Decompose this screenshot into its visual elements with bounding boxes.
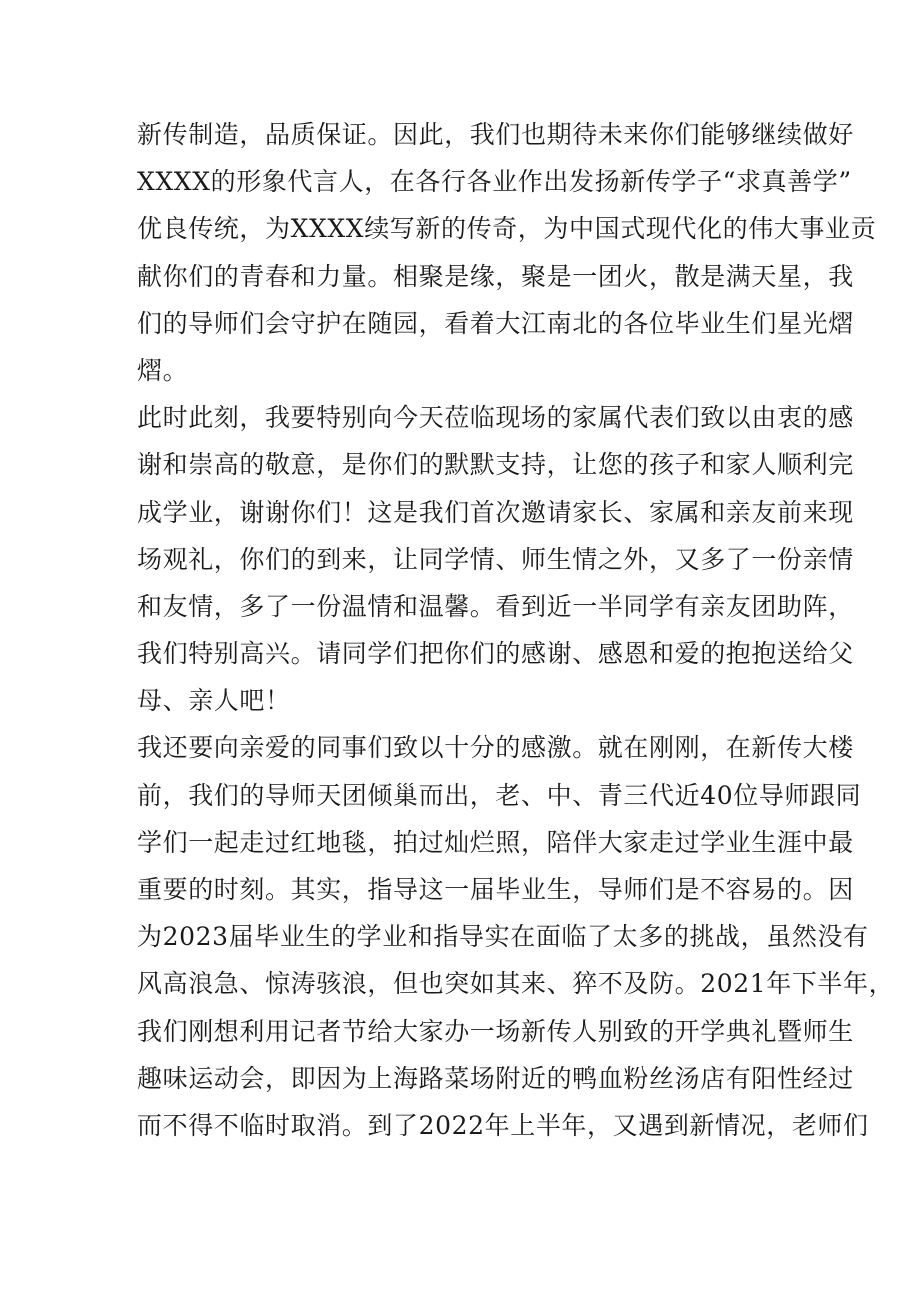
text-line: XXXX的形象代言人，在各行各业作出发扬新传学子“求真善学”: [137, 167, 852, 197]
text-line: 趣味运动会，即因为上海路菜场附近的鸭血粉丝汤店有阳性经过: [137, 1063, 854, 1093]
text-line: 场观礼，你们的到来，让同学情、师生情之外，又多了一份亲情: [137, 544, 854, 574]
text-line: 我们特别高兴。请同学们把你们的感谢、感恩和爱的抱抱送给父: [137, 639, 854, 669]
text-line: 熠。: [137, 355, 189, 385]
text-line: 谢和崇高的敬意，是你们的默默支持，让您的孩子和家人顺利完: [137, 450, 854, 480]
text-line: 而不得不临时取消。到了2022年上半年，又遇到新情况，老师们: [137, 1110, 869, 1140]
paragraph-1: [137, 111, 877, 394]
text-line: 成学业，谢谢你们！这是我们首次邀请家长、家属和亲友前来现: [137, 497, 854, 527]
text-line: 为2023届毕业生的学业和指导实在面临了太多的挑战，虽然没有: [137, 922, 869, 952]
paragraph-2: [137, 394, 854, 724]
text-line: 新传制造，品质保证。因此，我们也期待未来你们能够继续做好: [137, 120, 854, 149]
text-line: 们的导师们会守护在随园，看着大江南北的各位毕业生们星光熠: [137, 308, 854, 338]
text-line: 优良传统，为XXXX续写新的传奇，为中国式现代化的伟大事业贡: [137, 214, 877, 244]
text-line: 和友情，多了一份温情和温馨。看到近一半同学有亲友团助阵，: [137, 591, 854, 621]
text-line: 重要的时刻。其实，指导这一届毕业生，导师们是不容易的。因: [137, 875, 854, 904]
text-line: 母、亲人吧！: [137, 686, 291, 716]
paragraph-3: [137, 724, 895, 1149]
text-line: 献你们的青春和力量。相聚是缘，聚是一团火，散是满天星，我: [137, 261, 854, 291]
document-body: [137, 111, 895, 1149]
text-line: 我们刚想利用记者节给大家办一场新传人别致的开学典礼暨师生: [137, 1016, 854, 1046]
text-line: 前，我们的导师天团倾巢而出，老、中、青三代近40位导师跟同: [137, 780, 862, 810]
text-line: 风高浪急、惊涛骇浪，但也突如其来、猝不及防。2021年下半年，: [137, 969, 895, 999]
text-line: 我还要向亲爱的同事们致以十分的感激。就在刚刚，在新传大楼: [137, 733, 854, 763]
text-line: 学们一起走过红地毯，拍过灿烂照，陪伴大家走过学业生涯中最: [137, 827, 854, 857]
text-line: 此时此刻，我要特别向今天莅临现场的家属代表们致以由衷的感: [137, 403, 854, 433]
